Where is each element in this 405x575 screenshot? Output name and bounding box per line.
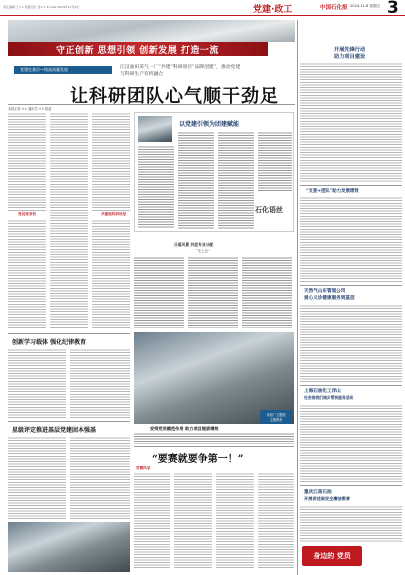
feature-col-4 [258,131,292,191]
slogan-banner [8,42,268,56]
feature-box [134,112,294,232]
main-byline: 本报记者 ×× 通讯员 ×× 报道 [8,107,52,111]
yusi-logo [255,197,291,215]
footer-badge [302,546,362,566]
right-item-1-subtitle: 助力项目建设 [334,54,366,60]
main-subhead-2: 共建起科研攻坚 [101,212,127,216]
feature-portrait [138,116,172,142]
right-item-1-title: 开展先锋行动 [334,47,366,53]
right-item-5-title-2: 开展讲述南安全廉洁教育 [304,496,351,501]
right-divider-1 [300,185,402,186]
main-article-col-3 [92,112,130,212]
page-number: 3 [387,0,399,18]
main-article-col-3b [92,219,130,329]
slogan-text: 守正创新 思想引领 创新发展 打造一流 [56,46,219,56]
headline-rule [8,104,295,105]
kicker-tag-text: 党建在基层—线高质量发展 [20,67,68,72]
right-item-2-body [300,196,402,282]
right-column-divider [297,20,298,575]
feature-col-2 [178,131,214,229]
poem-col-1 [134,256,184,328]
lower-left-body-2b [70,436,130,520]
poem-caption: 日落风景 共迎专业分配 [174,242,214,247]
right-item-4-title-2: 处安排我们城乡帮扶服务活动 [304,395,354,400]
photo-caption: 安师党员模范作用 助力项目提质增效 [150,426,219,431]
section-label: 党建·政工 [253,5,293,15]
masthead-meta: 责任编辑 王×× 版面设计 孙×× E-mail 2024年11月8日 [3,5,80,9]
right-item-3-title-2: 爱心义诊健康服务到基层 [304,296,355,301]
feature-col-3 [218,131,254,229]
right-item-3-body [300,304,402,382]
lower-left-divider-2 [8,421,130,422]
right-divider-4 [300,485,402,486]
right-item-4-body [300,404,402,482]
banner-background-photo [8,20,295,42]
bottom-headline: “要赛就要争第一！” [152,454,244,465]
right-item-5-body [300,505,402,543]
right-item-4-title-1: 上海石油化工洋山 [304,389,341,394]
kicker-summary-1: 江汉油田采气一厂“共建”科研项目“品牌创建”，推动党建 [120,65,241,70]
right-item-1-body [300,62,402,182]
lower-left-body-2a [8,436,66,520]
lower-left-title-1: 创新学习载体 强化纪律教育 [12,339,87,346]
footer-badge-text: 身边的 党员 [313,552,351,560]
main-article-col-2 [50,112,88,329]
feature-title: 以党建引领为团建赋能 [179,121,240,128]
poem-box [134,236,294,332]
right-divider-2 [300,285,402,286]
right-divider-3 [300,385,402,386]
masthead [0,0,405,16]
photo-logo-subtext: 主题教育 [269,418,283,422]
kicker-summary-2: 与科研生产有机融合 [120,72,164,77]
main-article-col-1b [8,219,46,329]
lower-left-photo [8,522,130,572]
photo-logo-badge [260,410,292,424]
feature-col-1 [138,145,174,229]
bottom-col-1 [134,472,170,570]
masthead-date: 2024.11.8 星期五 [350,4,381,8]
bottom-col-4 [258,472,294,570]
lower-left-body-1a [8,348,66,418]
poem-col-2 [188,256,238,328]
right-item-5-title-1: 重庆江南石油 [304,490,332,495]
photo-caption-body [134,432,294,444]
paper-name: 中国石化报 [320,5,348,11]
poem-col-3 [242,256,292,328]
bottom-col-2 [174,472,212,570]
lower-left-title-2: 星级评定推进基层党建固本强基 [12,427,97,434]
main-article-col-1 [8,112,46,212]
main-subhead-1: 党员亮身份 [18,212,36,216]
bottom-kicker: 劳模风采 [136,466,151,470]
photo-logo-text: 采油厂主题展 [266,413,286,417]
lower-left-divider [8,333,130,334]
right-item-2-title: “支委+团队”助力发展增效 [306,189,359,194]
right-item-3-title-1: 天然气山东管道公司 [304,289,346,294]
main-headline: 让科研团队心气顺干劲足 [70,86,279,107]
poem-caption-2: “走上去” [196,249,210,253]
lower-left-body-1b [70,348,130,418]
kicker-tag [14,66,112,74]
bottom-divider [134,446,294,447]
yusi-logo-text: 石化语丝 [255,206,283,214]
bottom-col-3 [216,472,254,570]
